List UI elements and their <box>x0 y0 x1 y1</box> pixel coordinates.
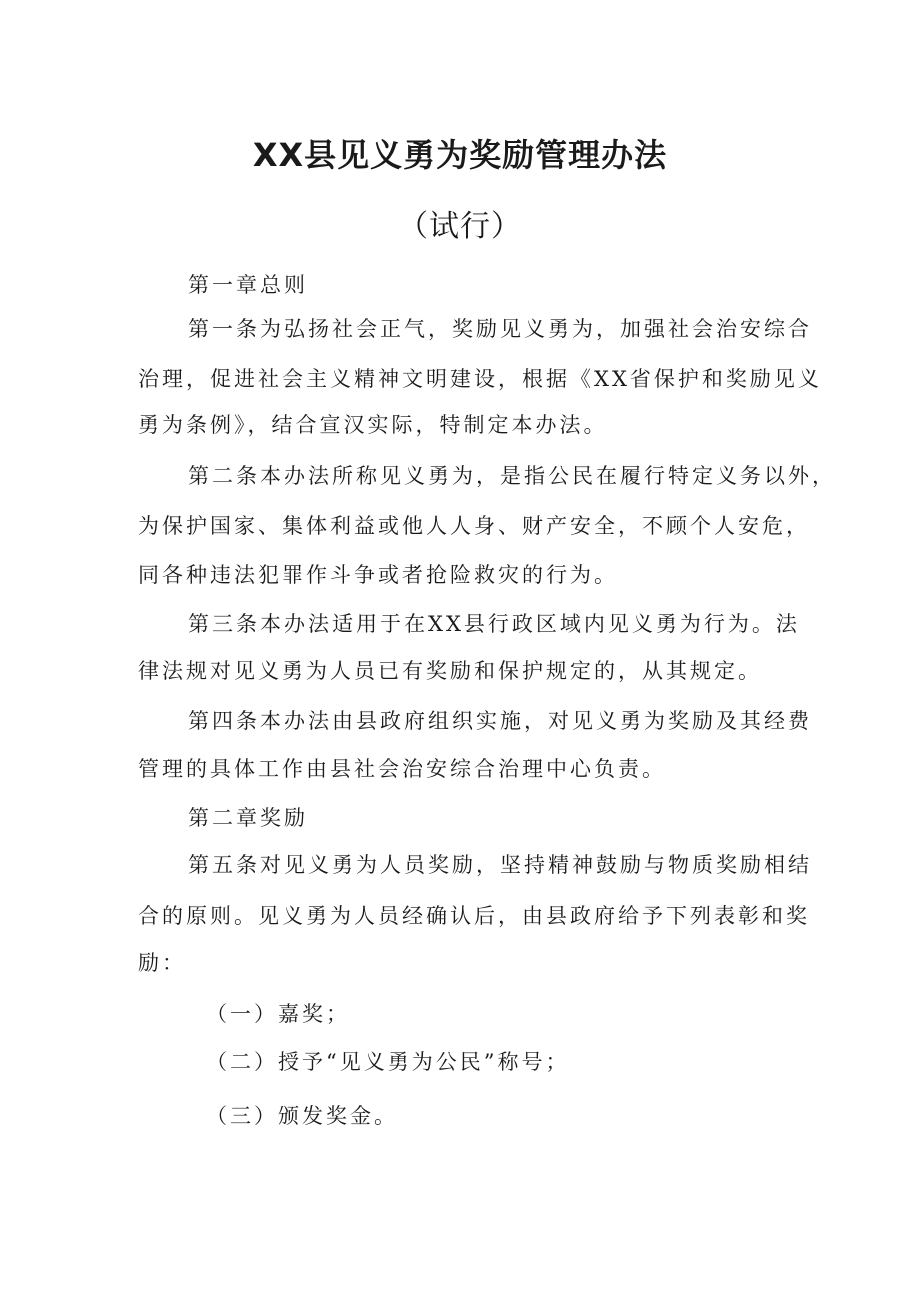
article-line: 第五条对见义勇为人员奖励，坚持精神鼓励与物质奖励相结 <box>188 853 812 877</box>
article-line: 第三条本办法适用于在XX县行政区域内见义勇为行为。法 <box>188 612 800 636</box>
list-item: （一）嘉奖； <box>206 1002 350 1026</box>
list-item: （二）授予“见义勇为公民”称号； <box>206 1050 570 1074</box>
article-line: 为保护国家、集体利益或他人人身、财产安全，不顾个人安危， <box>138 514 810 538</box>
article-line: 治理，促进社会主义精神文明建设，根据《XX省保护和奖励见义 <box>138 367 822 391</box>
article-line: 管理的具体工作由县社会治安综合治理中心负责。 <box>138 757 666 781</box>
article-line: 第二条本办法所称见义勇为，是指公民在履行特定义务以外， <box>188 464 836 488</box>
document-subtitle: （试行） <box>398 209 522 244</box>
article-line: 勇为条例》，结合宣汉实际，特制定本办法。 <box>138 413 608 437</box>
article-line: 第四条本办法由县政府组织实施，对见义勇为奖励及其经费 <box>188 709 812 733</box>
article-line: 合的原则。见义勇为人员经确认后，由县政府给予下列表彰和奖 <box>138 904 810 928</box>
list-item: （三）颁发奖金。 <box>206 1104 398 1128</box>
article-line: 同各种违法犯罪作斗争或者抢险救灾的行为。 <box>138 563 618 587</box>
article-line: 律法规对见义勇为人员已有奖励和保护规定的，从其规定。 <box>138 659 762 683</box>
article-line: 励： <box>138 951 186 975</box>
chapter-heading: 第一章总则 <box>188 273 308 297</box>
document-title: XX县见义勇为奖励管理办法 <box>252 136 668 174</box>
article-line: 第一条为弘扬社会正气，奖励见义勇为，加强社会治安综合 <box>188 317 812 341</box>
chapter-heading: 第二章奖励 <box>188 806 308 830</box>
